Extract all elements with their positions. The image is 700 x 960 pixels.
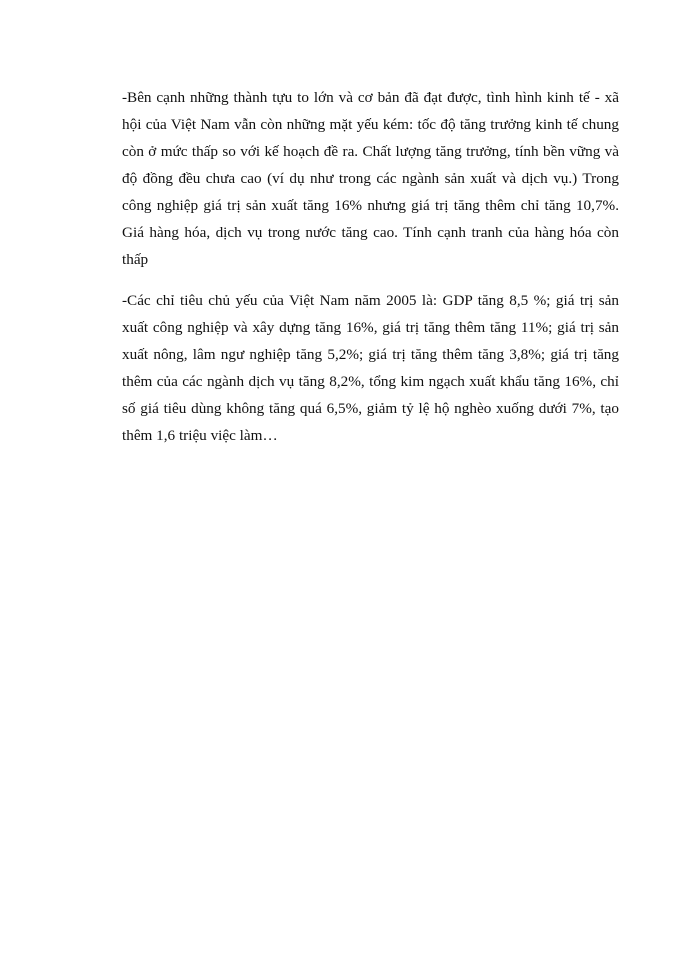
paragraph-targets-2005: -Các chỉ tiêu chủ yếu của Việt Nam năm 2005 là: GDP tăng 8,5 %; giá trị sản xuất công nghiệp và xây dựng tăng 16%, giá trị tăng thêm tăng 11%; giá trị sản xuất nông, lâm ngư nghiệp tăng 5,2%; giá trị tăng thêm tăng 3,8%; giá trị tăng thêm của các ngành dịch vụ tăng 8,2%, tổng kim ngạch xuất khẩu tăng 16%, chỉ số giá tiêu dùng không tăng quá 6,5%, giảm tỷ lệ hộ nghèo xuống dưới 7%, tạo thêm 1,6 triệu việc làm…	[122, 292, 619, 444]
paragraph-weaknesses: -Bên cạnh những thành tựu to lớn và cơ bản đã đạt được, tình hình kinh tế - xã hội của Việt Nam vẫn còn những mặt yếu kém: tốc độ tăng trưởng kinh tế chung còn ở mức thấp so với kế hoạch đề ra. Chất lượng tăng trưởng, tính bền vững và độ đồng đều chưa cao (ví dụ như trong các ngành sản xuất và dịch vụ.) Trong công nghiệp giá trị sản xuất tăng 16% nhưng giá trị tăng thêm chỉ tăng 10,7%. Giá hàng hóa, dịch vụ trong nước tăng cao. Tính cạnh tranh của hàng hóa còn thấp	[122, 89, 619, 268]
document-body	[122, 84, 619, 463]
